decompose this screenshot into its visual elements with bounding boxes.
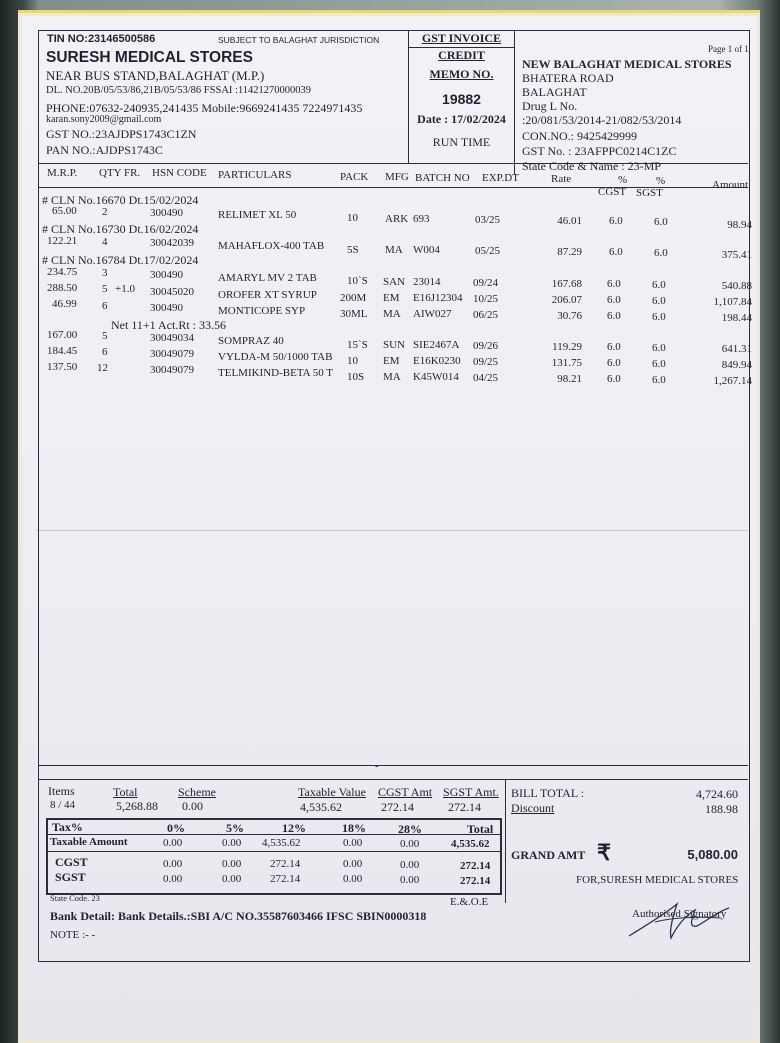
divider-dash: -: [375, 760, 379, 772]
item-pack: 10S: [347, 371, 365, 383]
col-qty-fr: QTY FR.: [99, 167, 141, 179]
tax-header-label: Tax%: [52, 820, 83, 834]
item-hsn: 30042039: [150, 237, 194, 249]
item-hsn: 300490: [150, 207, 183, 219]
col-pack: PACK: [340, 171, 369, 183]
item-mrp: 122.21: [47, 235, 78, 247]
item-sgst: 6.0: [652, 342, 666, 354]
tax-header-12: 12%: [282, 821, 306, 835]
seller-email: karan.sony2009@gmail.com: [46, 114, 162, 125]
bill-total-label: BILL TOTAL :: [511, 786, 585, 800]
item-rate: 119.29: [552, 341, 582, 353]
item-hsn: 30049034: [150, 332, 194, 344]
item-name: RELIMET XL 50: [218, 209, 297, 221]
state-code: State Code. 23: [50, 893, 100, 903]
cgst-0: 0.00: [163, 858, 183, 870]
sgst-row-label: SGST: [55, 870, 86, 884]
item-mfg: ARK: [385, 213, 409, 225]
discount-label: Discount: [511, 801, 555, 815]
jurisdiction-note: SUBJECT TO BALAGHAT JURISDICTION: [218, 35, 380, 45]
item-name: VYLDA-M 50/1000 TAB: [218, 351, 333, 363]
item-sgst: 6.0: [652, 311, 666, 323]
item-sgst: 6.0: [652, 279, 666, 291]
buyer-gst: GST No. : 23AFPPC0214C1ZC: [522, 144, 677, 158]
item-exp: 09/24: [473, 277, 499, 289]
tax-taxable-line: [46, 851, 502, 852]
col-particulars: PARTICULARS: [218, 169, 292, 181]
item-mrp: 137.50: [47, 361, 78, 373]
item-mfg: EM: [383, 355, 400, 367]
col-rate: Rate: [551, 173, 572, 185]
item-hsn: 300490: [150, 302, 183, 314]
buyer-name: NEW BALAGHAT MEDICAL STORES: [522, 57, 732, 71]
item-rate: 206.07: [551, 294, 582, 306]
item-qty: 3: [102, 267, 108, 279]
item-name: TELMIKIND-BETA 50 T: [218, 367, 334, 379]
taxable-value: 4,535.62: [300, 800, 342, 814]
gst-invoice-title: GST INVOICE: [421, 31, 502, 45]
page-number: Page 1 of 1: [708, 44, 749, 54]
tax-header-line: [46, 834, 502, 835]
item-pack: 30ML: [340, 308, 368, 320]
rupee-symbol: ₹: [597, 840, 611, 865]
col-batch: BATCH NO: [415, 172, 470, 184]
cgst-row-label: CGST: [55, 855, 88, 869]
item-sgst: 6.0: [654, 247, 668, 259]
item-qty: 5: [102, 330, 108, 342]
item-amount: 540.88: [721, 280, 752, 292]
item-pack: 10`S: [347, 275, 368, 287]
item-hsn: 30045020: [150, 286, 194, 298]
item-qty: 12: [97, 362, 108, 374]
note-label: NOTE :- -: [50, 929, 96, 941]
item-mfg: EM: [383, 292, 400, 304]
tax-table-right: [500, 818, 502, 895]
invoice-number: 19882: [442, 91, 481, 107]
taxable-total: 4,535.62: [451, 838, 490, 850]
item-rate: 46.01: [557, 215, 582, 227]
sgst-12: 272.14: [270, 873, 301, 885]
item-cgst: 6.0: [607, 294, 621, 306]
buyer-road: BHATERA ROAD: [522, 71, 614, 85]
memo-label: MEMO NO.: [429, 67, 494, 81]
item-qty: 6: [102, 346, 108, 358]
seller-pan: PAN NO.:AJDPS1743C: [46, 143, 163, 157]
buyer-drug-label: Drug L No.: [522, 99, 578, 113]
item-mrp: 288.50: [47, 282, 78, 294]
authorised-signatory: Authorised Signatory: [632, 908, 727, 920]
item-pack: 10: [347, 355, 358, 367]
tax-header-28: 28%: [398, 822, 422, 836]
cgst-18: 0.00: [343, 858, 363, 870]
item-cgst: 6.0: [607, 278, 621, 290]
item-qty: 5: [102, 283, 108, 295]
seller-address: NEAR BUS STAND,BALAGHAT (M.P.): [46, 68, 265, 83]
item-batch: 693: [413, 213, 430, 225]
item-exp: 06/25: [473, 309, 499, 321]
signature-scribble: [625, 896, 735, 944]
item-name: AMARYL MV 2 TAB: [218, 272, 317, 284]
cgst-total: 272.14: [460, 860, 491, 872]
item-sgst: 6.0: [652, 358, 666, 370]
tax-header-18: 18%: [342, 821, 366, 835]
item-batch: E16K0230: [413, 355, 461, 367]
buyer-state: State Code & Name : 23-MP: [522, 159, 661, 173]
item-free: +1.0: [115, 283, 135, 295]
item-batch: E16J12304: [413, 292, 463, 304]
item-hsn: 30049079: [150, 348, 194, 360]
tax-header-total: Total: [467, 822, 494, 836]
item-exp: 05/25: [475, 245, 501, 257]
credit-label: CREDIT: [438, 48, 485, 62]
item-rate: 30.76: [557, 310, 582, 322]
challan-line: # CLN No.16670 Dt.15/02/2024: [42, 193, 199, 207]
buyer-city: BALAGHAT: [522, 85, 587, 99]
item-mrp: 65.00: [52, 205, 77, 217]
items-label: Items: [48, 784, 75, 798]
scheme-label: Scheme: [178, 785, 216, 799]
item-amount: 849.94: [721, 359, 752, 371]
buyer-drug-number: :20/081/53/2014-21/082/53/2014: [522, 113, 682, 127]
col-cgst: CGST: [598, 186, 627, 198]
item-amount: 1,107.84: [713, 296, 752, 308]
item-batch: W004: [413, 244, 440, 256]
item-mrp: 234.75: [47, 266, 78, 278]
header-divider-right: [514, 30, 515, 175]
item-exp: 03/25: [475, 214, 501, 226]
col-cgst-pct: %: [618, 174, 628, 186]
col-sgst-pct: %: [656, 175, 666, 187]
cgst-amt-label: CGST Amt: [378, 785, 433, 799]
taxable-5: 0.00: [222, 837, 242, 849]
item-rate: 87.29: [557, 246, 582, 258]
sgst-0: 0.00: [163, 873, 183, 885]
item-name: SOMPRAZ 40: [218, 335, 284, 347]
col-exp: EXP.DT: [482, 172, 519, 184]
item-exp: 04/25: [473, 372, 499, 384]
item-pack: 200M: [340, 292, 367, 304]
item-pack: 5S: [347, 244, 359, 256]
discount-value: 188.98: [705, 802, 738, 816]
item-name: OROFER XT SYRUP: [218, 289, 317, 301]
seller-dl-fssai: DL. NO.20B/05/53/86,21B/05/53/86 FSSAI :11421270000039: [46, 85, 312, 96]
sgst-total: 272.14: [460, 875, 491, 887]
item-exp: 09/26: [473, 340, 499, 352]
item-name: MONTICOPE SYP: [218, 305, 306, 317]
col-sgst: SGST: [636, 187, 663, 199]
item-amount: 198.44: [721, 312, 752, 324]
item-pack: 15`S: [347, 339, 368, 351]
item-cgst: 6.0: [607, 373, 621, 385]
item-exp: 09/25: [473, 356, 499, 368]
sgst-amt-value: 272.14: [448, 800, 481, 814]
tin-number: TIN NO:23146500586: [47, 33, 156, 45]
item-amount: 375.41: [721, 249, 752, 261]
item-amount: 641.31: [721, 343, 752, 355]
item-sgst: 6.0: [652, 374, 666, 386]
sgst-28: 0.00: [400, 874, 420, 886]
items-value: 8 / 44: [50, 799, 76, 811]
item-cgst: 6.0: [607, 341, 621, 353]
item-mfg: MA: [383, 308, 401, 320]
item-qty: 2: [102, 206, 108, 218]
bill-total-value: 4,724.60: [696, 787, 738, 801]
taxable-value-label: Taxable Value: [298, 785, 366, 799]
item-hsn: 30049079: [150, 364, 194, 376]
item-cgst: 6.0: [607, 357, 621, 369]
item-cgst: 6.0: [609, 246, 623, 258]
cgst-12: 272.14: [270, 858, 301, 870]
item-amount: 1,267.14: [713, 375, 752, 387]
scheme-value: 0.00: [182, 799, 203, 813]
seller-phone: PHONE:07632-240935,241435 Mobile:9669241435 7224971435: [46, 101, 363, 115]
invoice-date: Date : 17/02/2024: [417, 112, 506, 126]
col-mfg: MFG: [385, 171, 409, 183]
item-mfg: MA: [383, 371, 401, 383]
for-store-label: FOR,SURESH MEDICAL STORES: [576, 874, 739, 886]
sgst-18: 0.00: [343, 873, 363, 885]
cgst-amt-value: 272.14: [381, 800, 414, 814]
taxable-amount-label: Taxable Amount: [50, 836, 128, 848]
item-sgst: 6.0: [654, 216, 668, 228]
item-batch: SIE2467A: [413, 339, 460, 351]
item-name: MAHAFLOX-400 TAB: [218, 240, 325, 252]
bank-details: Bank Detail: Bank Details.:SBI A/C NO.35587603466 IFSC SBIN0000318: [50, 909, 427, 923]
taxable-0: 0.00: [163, 837, 183, 849]
item-batch: 23014: [413, 276, 441, 288]
item-batch: AIW027: [413, 308, 452, 320]
net-rate-note: Net 11+1 Act.Rt : 33.56: [111, 318, 226, 332]
buyer-contact: CON.NO.: 9425429999: [522, 129, 638, 143]
grand-amount-label: GRAND AMT: [511, 848, 586, 862]
item-mrp: 184.45: [47, 345, 78, 357]
challan-line: # CLN No.16730 Dt.16/02/2024: [42, 222, 199, 236]
tax-table-bottom: [46, 893, 502, 895]
total-label: Total: [113, 785, 138, 799]
item-sgst: 6.0: [652, 295, 666, 307]
item-rate: 131.75: [551, 357, 582, 369]
item-qty: 6: [102, 300, 108, 312]
tax-header-5: 5%: [226, 821, 244, 835]
taxable-28: 0.00: [400, 838, 420, 850]
item-hsn: 300490: [150, 269, 183, 281]
item-cgst: 6.0: [607, 310, 621, 322]
seller-name: SURESH MEDICAL STORES: [46, 49, 253, 66]
col-hsn: HSN CODE: [152, 167, 207, 179]
summary-top-line: [38, 779, 748, 780]
item-pack: 10: [347, 212, 358, 224]
item-rate: 98.21: [557, 373, 582, 385]
grand-amount-value: 5,080.00: [687, 847, 738, 862]
col-amount: Amount: [712, 179, 749, 191]
taxable-18: 0.00: [343, 837, 363, 849]
item-mrp: 46.99: [52, 298, 77, 310]
tax-header-0: 0%: [167, 821, 185, 835]
item-rate: 167.68: [551, 278, 582, 290]
item-amount: 98.94: [727, 219, 752, 231]
challan-line: # CLN No.16784 Dt.17/02/2024: [42, 253, 199, 267]
cgst-28: 0.00: [400, 859, 420, 871]
item-mfg: SAN: [383, 276, 406, 288]
item-qty: 4: [102, 236, 108, 248]
item-mfg: MA: [385, 244, 403, 256]
tax-table-top: [46, 818, 502, 820]
item-exp: 10/25: [473, 293, 499, 305]
total-value: 5,268.88: [116, 799, 158, 813]
sgst-amt-label: SGST Amt.: [443, 785, 499, 799]
item-mrp: 167.00: [47, 329, 78, 341]
seller-gst: GST NO.:23AJDPS1743C1ZN: [46, 127, 197, 141]
item-batch: K45W014: [413, 371, 459, 383]
eoe-label: E.&.O.E: [450, 896, 489, 908]
tax-table-left: [46, 818, 48, 895]
cgst-5: 0.00: [222, 858, 242, 870]
items-bottom-line: [38, 765, 748, 766]
taxable-12: 4,535.62: [262, 837, 301, 849]
run-time: RUN TIME: [432, 135, 491, 149]
col-mrp: M.R.P.: [47, 167, 78, 179]
item-cgst: 6.0: [609, 215, 623, 227]
sgst-5: 0.00: [222, 873, 242, 885]
item-mfg: SUN: [383, 339, 406, 351]
summary-divider: [505, 779, 506, 903]
